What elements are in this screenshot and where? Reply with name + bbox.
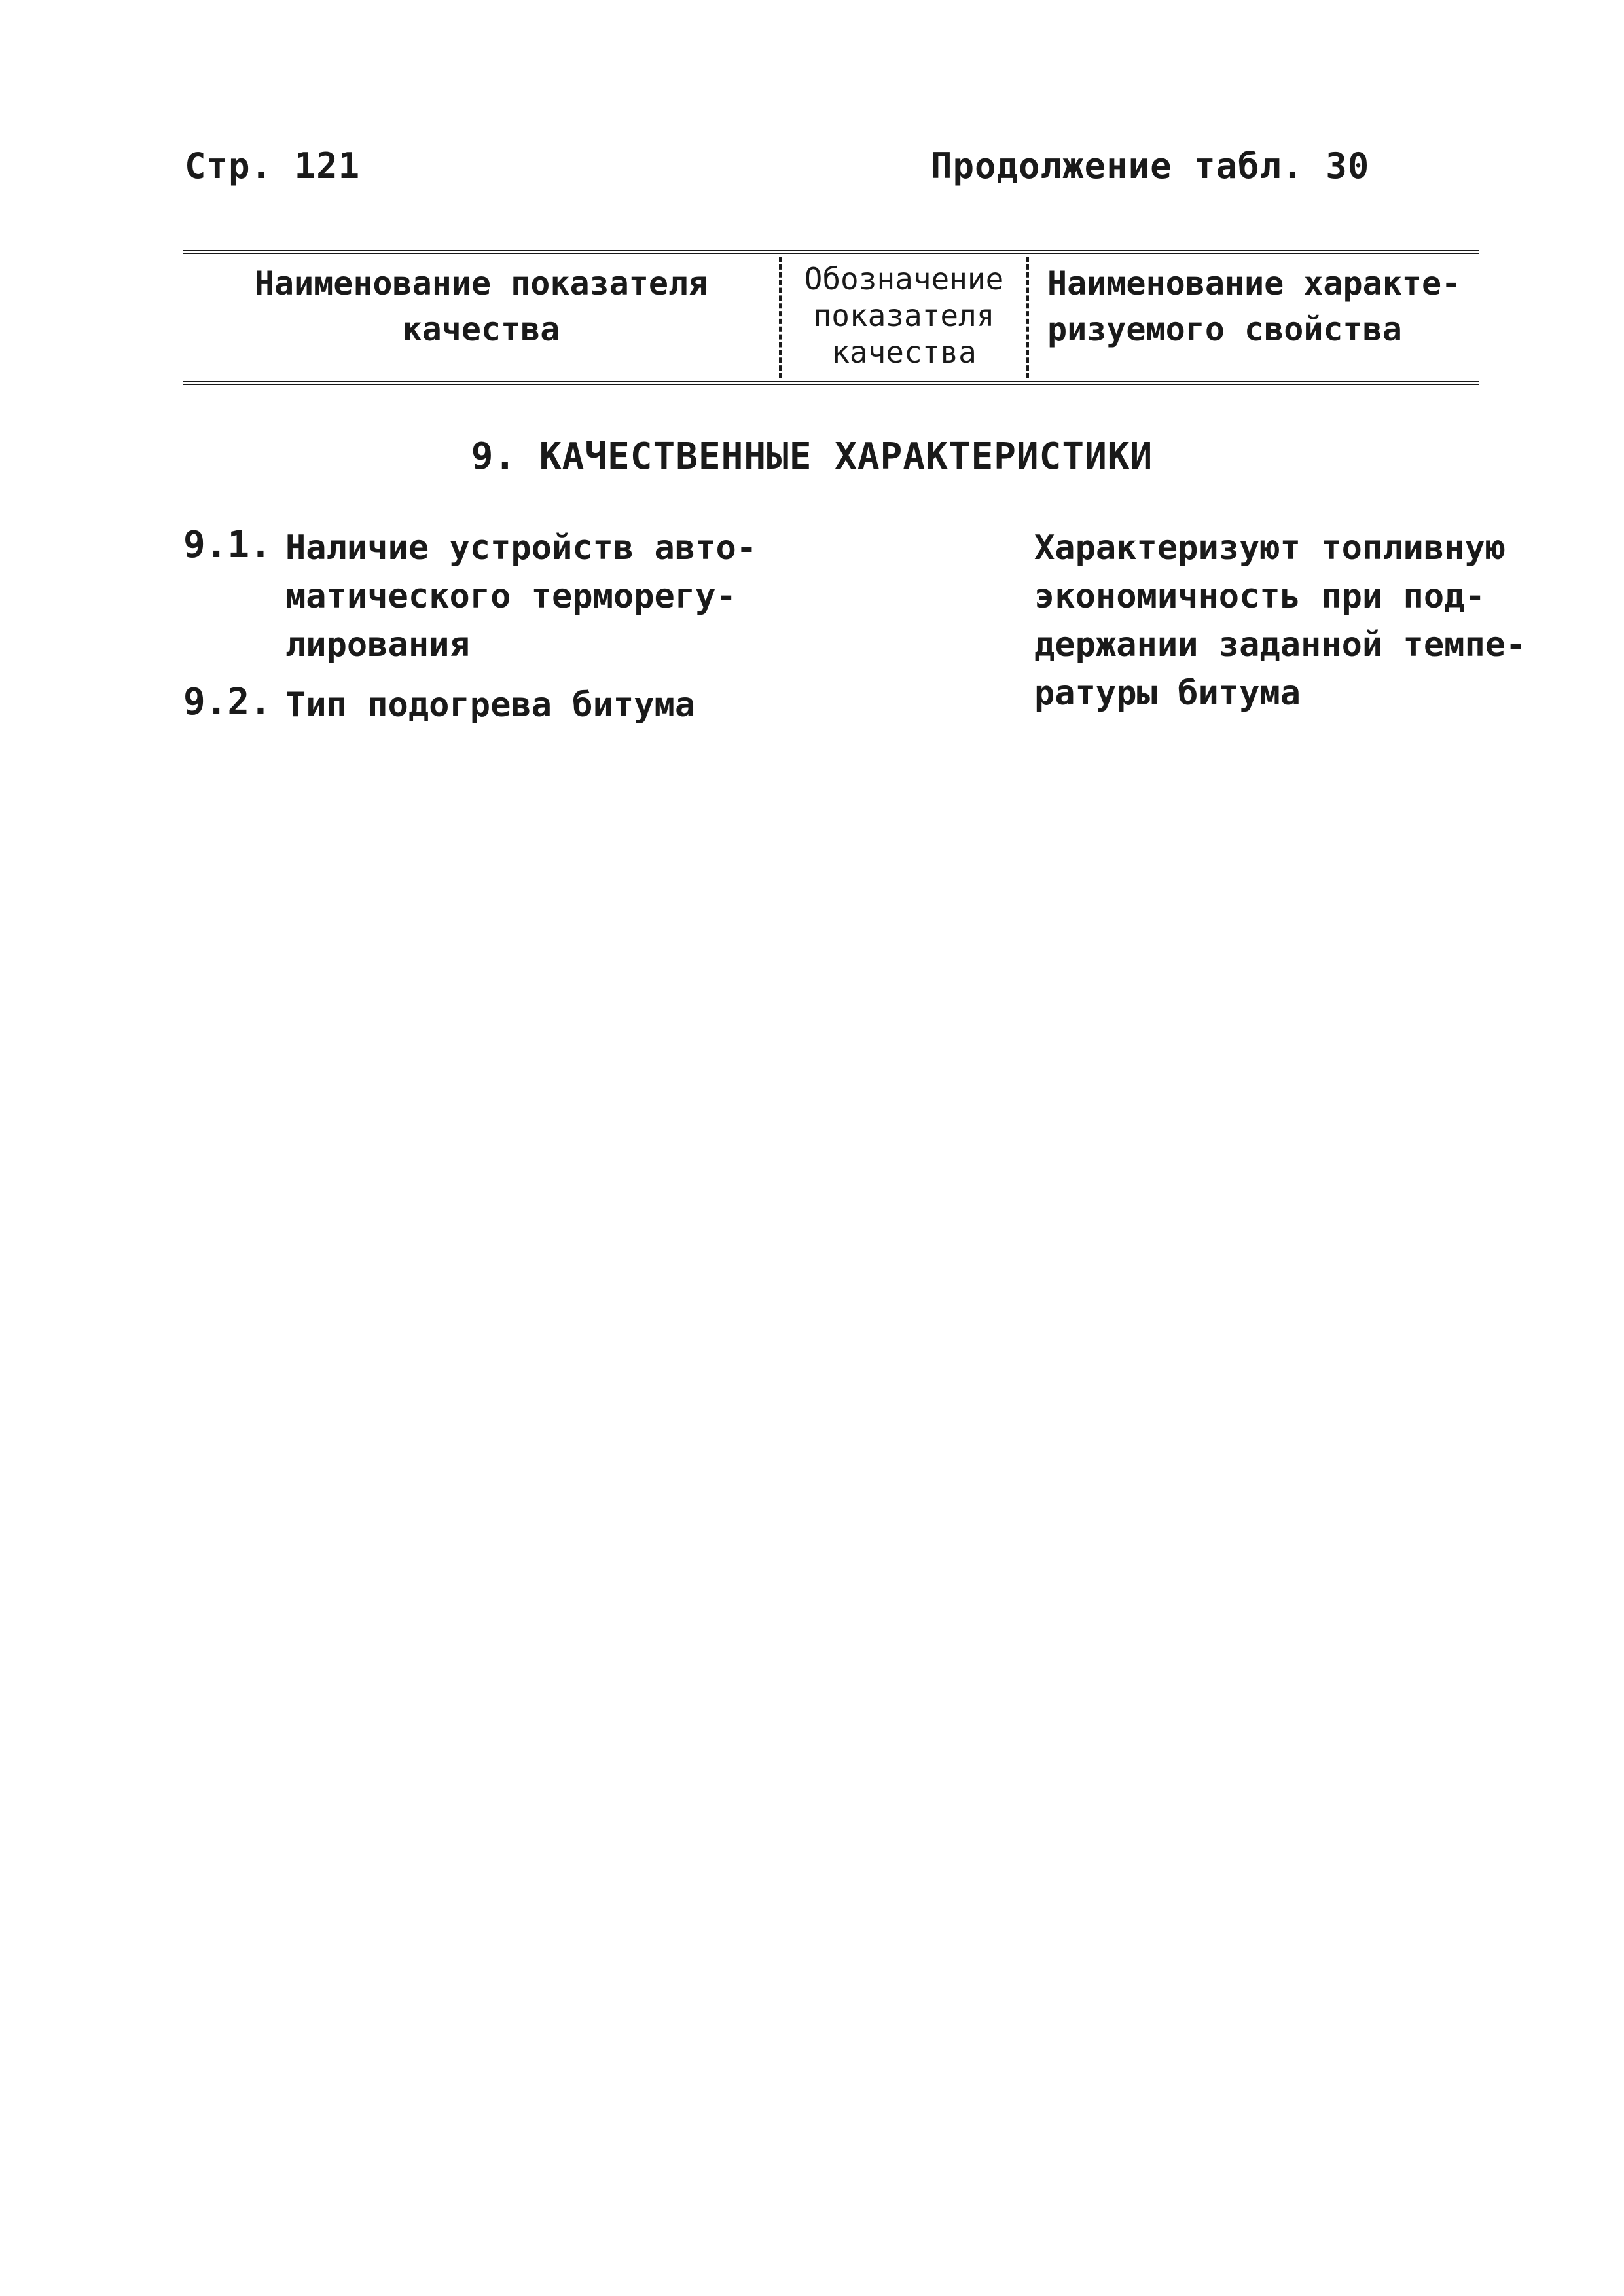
item-number: 9.1. [183, 524, 272, 566]
item-indicator-name: Тип подогрева битума [285, 685, 696, 725]
table-header-top-rule [183, 250, 1479, 254]
item-indicator-name: Наличие устройств авто- матического терморегу- лирования [285, 528, 757, 665]
table-continuation-label: Продолжение табл. 30 [931, 145, 1370, 187]
page-number: Стр. 121 [185, 145, 361, 187]
column-separator [779, 257, 782, 378]
column-header-indicator-designation: Обозначение показателя качества [804, 261, 1004, 370]
column-separator [1026, 257, 1029, 378]
section-title: 9. КАЧЕСТВЕННЫЕ ХАРАКТЕРИСТИКИ [471, 435, 1153, 478]
column-header-property-name: Наименование характе- ризуемого свойства [1047, 264, 1462, 348]
item-number: 9.2. [183, 681, 272, 723]
column-header-indicator-name: Наименование показателя качества [254, 264, 708, 348]
table-header-bottom-rule [183, 381, 1479, 385]
property-description: Характеризуют топливную экономичность при под- держании заданной темпе- ратуры битума [1034, 528, 1526, 713]
